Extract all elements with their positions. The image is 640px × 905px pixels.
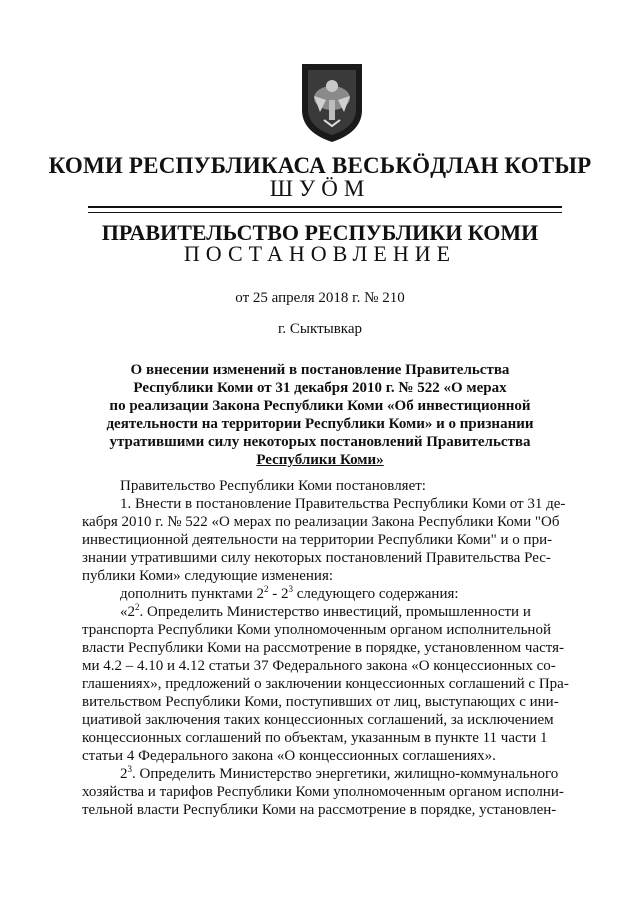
decree-type: ПОСТАНОВЛЕНИЕ — [183, 241, 457, 266]
title-line: по реализации Закона Республики Коми «Об инвестиционной — [109, 398, 531, 414]
body-line: ми 4.2 – 4.10 и 4.12 статьи 37 Федерального закона «О концессионных со- — [82, 658, 556, 674]
superscript: 2 — [135, 602, 140, 612]
body-line: 1. Внести в постановление Правительства Республики Коми от 31 де- — [120, 496, 566, 512]
body-line: Правительство Республики Коми постановляет: — [120, 478, 426, 494]
body-line: хозяйства и тарифов Республики Коми уполномоченным органом исполни- — [82, 784, 564, 800]
body-line: тельной власти Республики Коми на рассмотрение в порядке, установлен- — [82, 802, 557, 818]
title-line: утратившими силу некоторых постановлений Правительства — [109, 434, 531, 450]
body-text: - 2 — [268, 586, 289, 602]
body-text: «2 — [120, 604, 135, 620]
body-line: вительством Республики Коми, поступивших от лиц, выступающих с ини- — [82, 694, 559, 710]
komi-decree-word: ШУӦМ — [269, 176, 371, 201]
body-line — [120, 603, 640, 621]
government-title: ПРАВИТЕЛЬСТВО РЕСПУБЛИКИ КОМИ — [101, 220, 539, 245]
body-text: . Определить Министерство инвестиций, промышленности и — [139, 604, 531, 620]
superscript: 2 — [263, 584, 269, 594]
body-line: знании утратившими силу некоторых постановлений Правительства Рес- — [82, 550, 551, 566]
coat-of-arms-emblem — [298, 60, 366, 144]
body-line: кабря 2010 г. № 522 «О мерах по реализации Закона Республики Коми "Об — [82, 514, 560, 530]
body-line: циативой заключения таких концессионных соглашений, за исключением — [82, 712, 554, 728]
body-line: статьи 4 Федерального закона «О концессионных соглашениях». — [82, 748, 496, 764]
body-line: власти Республики Коми на рассмотрение в порядке, установленном частя- — [82, 640, 565, 656]
body-line: транспорта Республики Коми уполномоченным органом исполнительной — [82, 622, 551, 638]
title-last-line-wrap — [0, 451, 640, 469]
body-line: концессионных соглашений по объектам, указанным в пункте 11 части 1 — [82, 730, 548, 746]
body-line: инвестиционной деятельности на территории Республики Коми" и о при- — [82, 532, 553, 548]
body-line: публики Коми» следующие изменения: — [82, 568, 334, 584]
decree-date-number: от 25 апреля 2018 г. № 210 — [235, 290, 405, 306]
title-line: Республики Коми от 31 декабря 2010 г. № 522 «О мерах — [133, 380, 507, 396]
body-line — [120, 585, 640, 603]
decree-city: г. Сыктывкар — [277, 321, 363, 337]
header-rule-thick — [88, 206, 562, 208]
body-text: следующего содержания: — [292, 586, 459, 602]
superscript: 3 — [288, 584, 293, 594]
body-text: дополнить пунктами 2 — [120, 586, 264, 602]
body-text: . Определить Министерство энергетики, жилищно-коммунального — [132, 766, 559, 782]
superscript: 3 — [127, 764, 132, 774]
title-line: Республики Коми» — [256, 452, 384, 468]
body-text: 2 — [120, 766, 128, 782]
title-line: деятельности на территории Республики Коми» и о признании — [106, 416, 534, 432]
title-line: О внесении изменений в постановление Правительства — [130, 362, 510, 378]
body-line — [120, 765, 640, 783]
header-rule-thin — [88, 212, 562, 213]
komi-authority-title: КОМИ РЕСПУБЛИКАСА ВЕСЬКӦДЛАН КОТЫР — [48, 153, 592, 178]
body-line: глашениях», предложений о заключении концессионных соглашений с Пра- — [82, 676, 569, 692]
